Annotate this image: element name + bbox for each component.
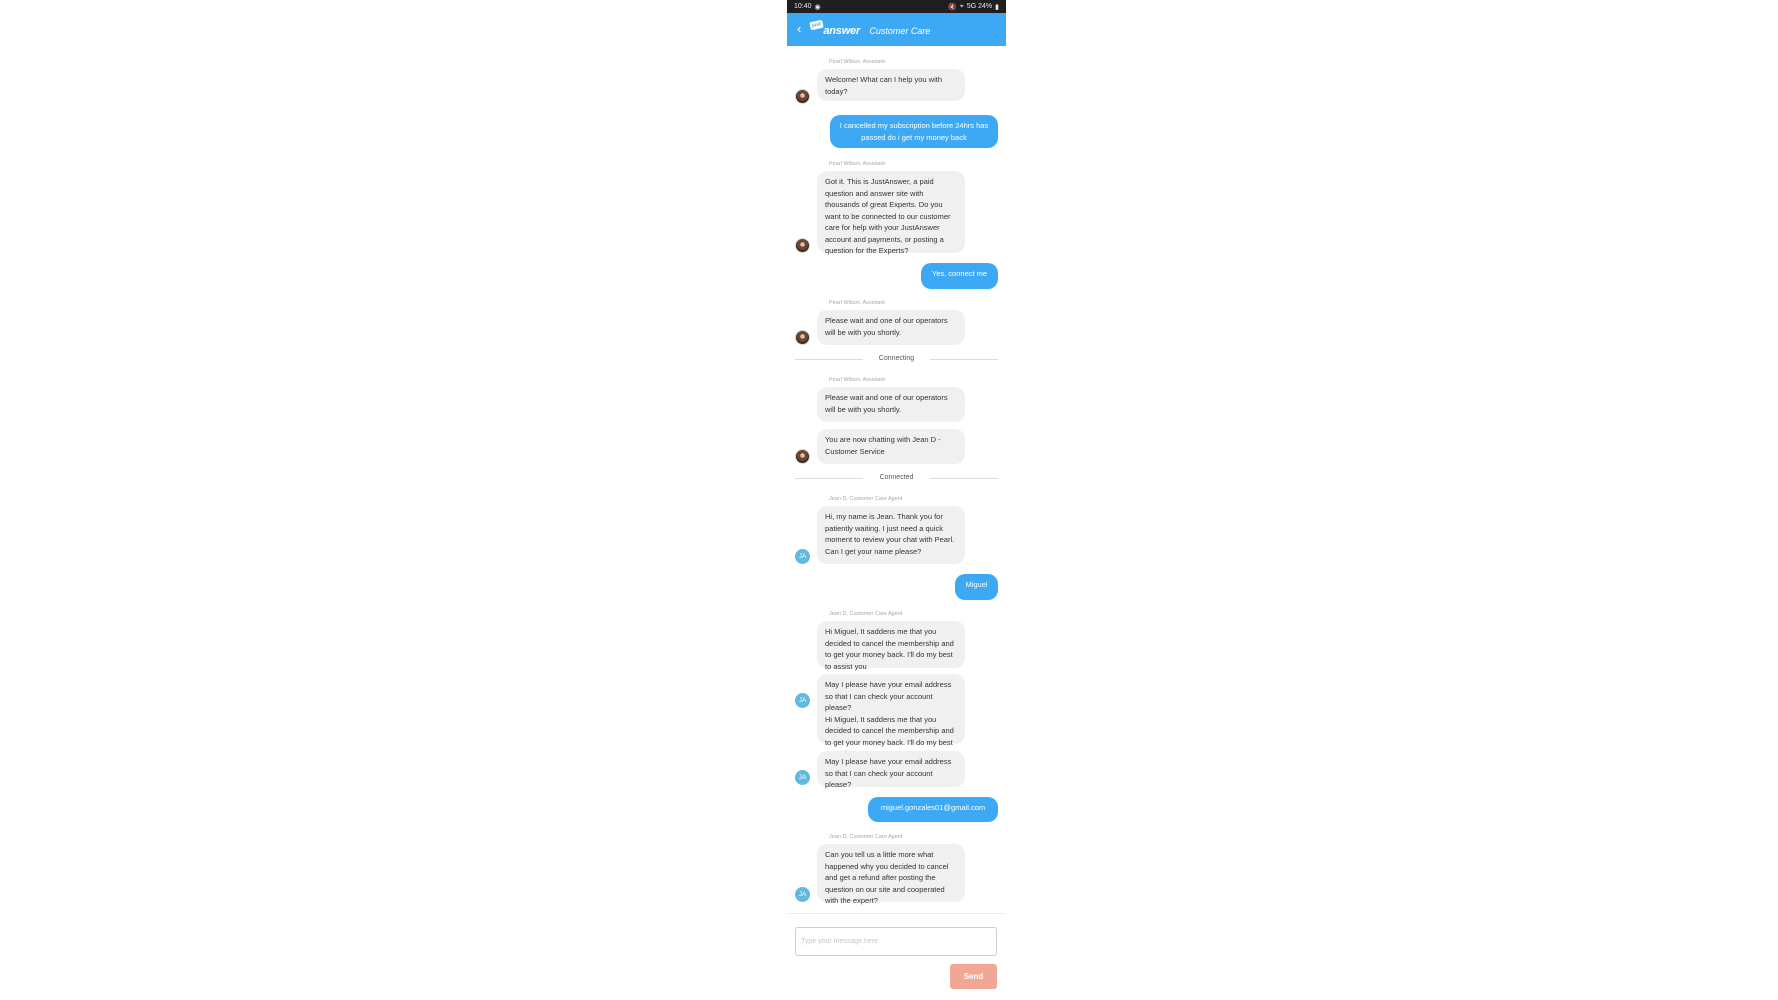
separator-text: Connecting xyxy=(875,355,918,362)
agent-avatar: JA xyxy=(795,549,810,564)
separator-text: Connected xyxy=(876,474,918,481)
notification-icon: ◉ xyxy=(814,3,821,11)
assistant-avatar xyxy=(795,89,810,104)
logo-badge: just xyxy=(810,19,824,30)
assistant-avatar xyxy=(795,330,810,345)
agent-message: You are now chatting with Jean D - Customer Service xyxy=(817,429,965,464)
agent-message: May I please have your email address so that I can check your account please? xyxy=(817,751,965,787)
agent-message: Hi Miguel, It saddens me that you decided to cancel the membership and to get your money back. I'll do my best to assist you xyxy=(817,621,965,668)
sender-label: Pearl Wilson, Assistant xyxy=(829,59,885,65)
back-icon[interactable]: ‹ xyxy=(797,21,802,36)
sender-label: Jean D, Customer Care Agent xyxy=(829,834,903,840)
agent-message: Please wait and one of our operators will be with you shortly. xyxy=(817,387,965,422)
mute-icon: 🔇 xyxy=(948,3,957,11)
assistant-avatar xyxy=(795,238,810,253)
user-message: miguel.gonzales01@gmail.com xyxy=(868,797,998,822)
agent-message: Hi, my name is Jean. Thank you for patiently waiting. I just need a quick moment to review your chat with Pearl. Can I get your name please? xyxy=(817,506,965,564)
agent-avatar: JA xyxy=(795,693,810,708)
sender-label: Pearl Wilson, Assistant xyxy=(829,161,885,167)
status-right xyxy=(948,3,999,11)
status-bar xyxy=(787,0,1006,13)
sender-label: Pearl Wilson, Assistant xyxy=(829,300,885,306)
send-button[interactable]: Send xyxy=(950,964,997,989)
status-left xyxy=(794,3,821,11)
user-message: Yes, connect me xyxy=(921,263,998,289)
connecting-separator xyxy=(795,354,998,364)
user-message: I cancelled my subscription before 24hrs has passed do i get my money back xyxy=(830,115,998,148)
logo-text: answer xyxy=(823,24,861,37)
sender-label: Jean D, Customer Care Agent xyxy=(829,496,903,502)
agent-message: May I please have your email address so that I can check your account please? Hi Miguel, It saddens me that you decided to cancel the membership and to get your money back. I'll do my best xyxy=(817,674,965,744)
user-message: Miguel xyxy=(955,574,998,600)
status-network-battery: 5G 24% xyxy=(966,3,993,10)
phone-screen xyxy=(787,0,1006,1000)
battery-icon: ▮ xyxy=(995,3,999,11)
status-time: 10:40 xyxy=(794,3,812,10)
justanswer-logo xyxy=(809,21,865,39)
connected-separator xyxy=(795,473,998,483)
assistant-avatar xyxy=(795,449,810,464)
agent-message: Can you tell us a little more what happened why you decided to cancel and get a refund after posting the question on our site and cooperated with the expert? xyxy=(817,844,965,902)
location-icon: ⌖ xyxy=(959,2,964,10)
message-composer xyxy=(787,913,1006,1000)
sender-label: Pearl Wilson, Assistant xyxy=(829,377,885,383)
agent-avatar: JA xyxy=(795,887,810,902)
sender-label: Jean D, Customer Care Agent xyxy=(829,611,903,617)
agent-message: Please wait and one of our operators will be with you shortly. xyxy=(817,310,965,345)
agent-avatar: JA xyxy=(795,770,810,785)
app-header xyxy=(787,13,1006,46)
message-input[interactable] xyxy=(795,927,997,956)
agent-message: Welcome! What can I help you with today? xyxy=(817,69,965,101)
separator-label xyxy=(795,473,998,483)
separator-label xyxy=(795,354,998,364)
chat-thread[interactable] xyxy=(787,46,1006,913)
agent-message: Got it. This is JustAnswer, a paid question and answer site with thousands of great Experts. Do you want to be connected to our customer care for help with your JustAnswer account and payments, or posting a question for the Experts? xyxy=(817,171,965,253)
page-title: Customer Care xyxy=(869,26,931,36)
